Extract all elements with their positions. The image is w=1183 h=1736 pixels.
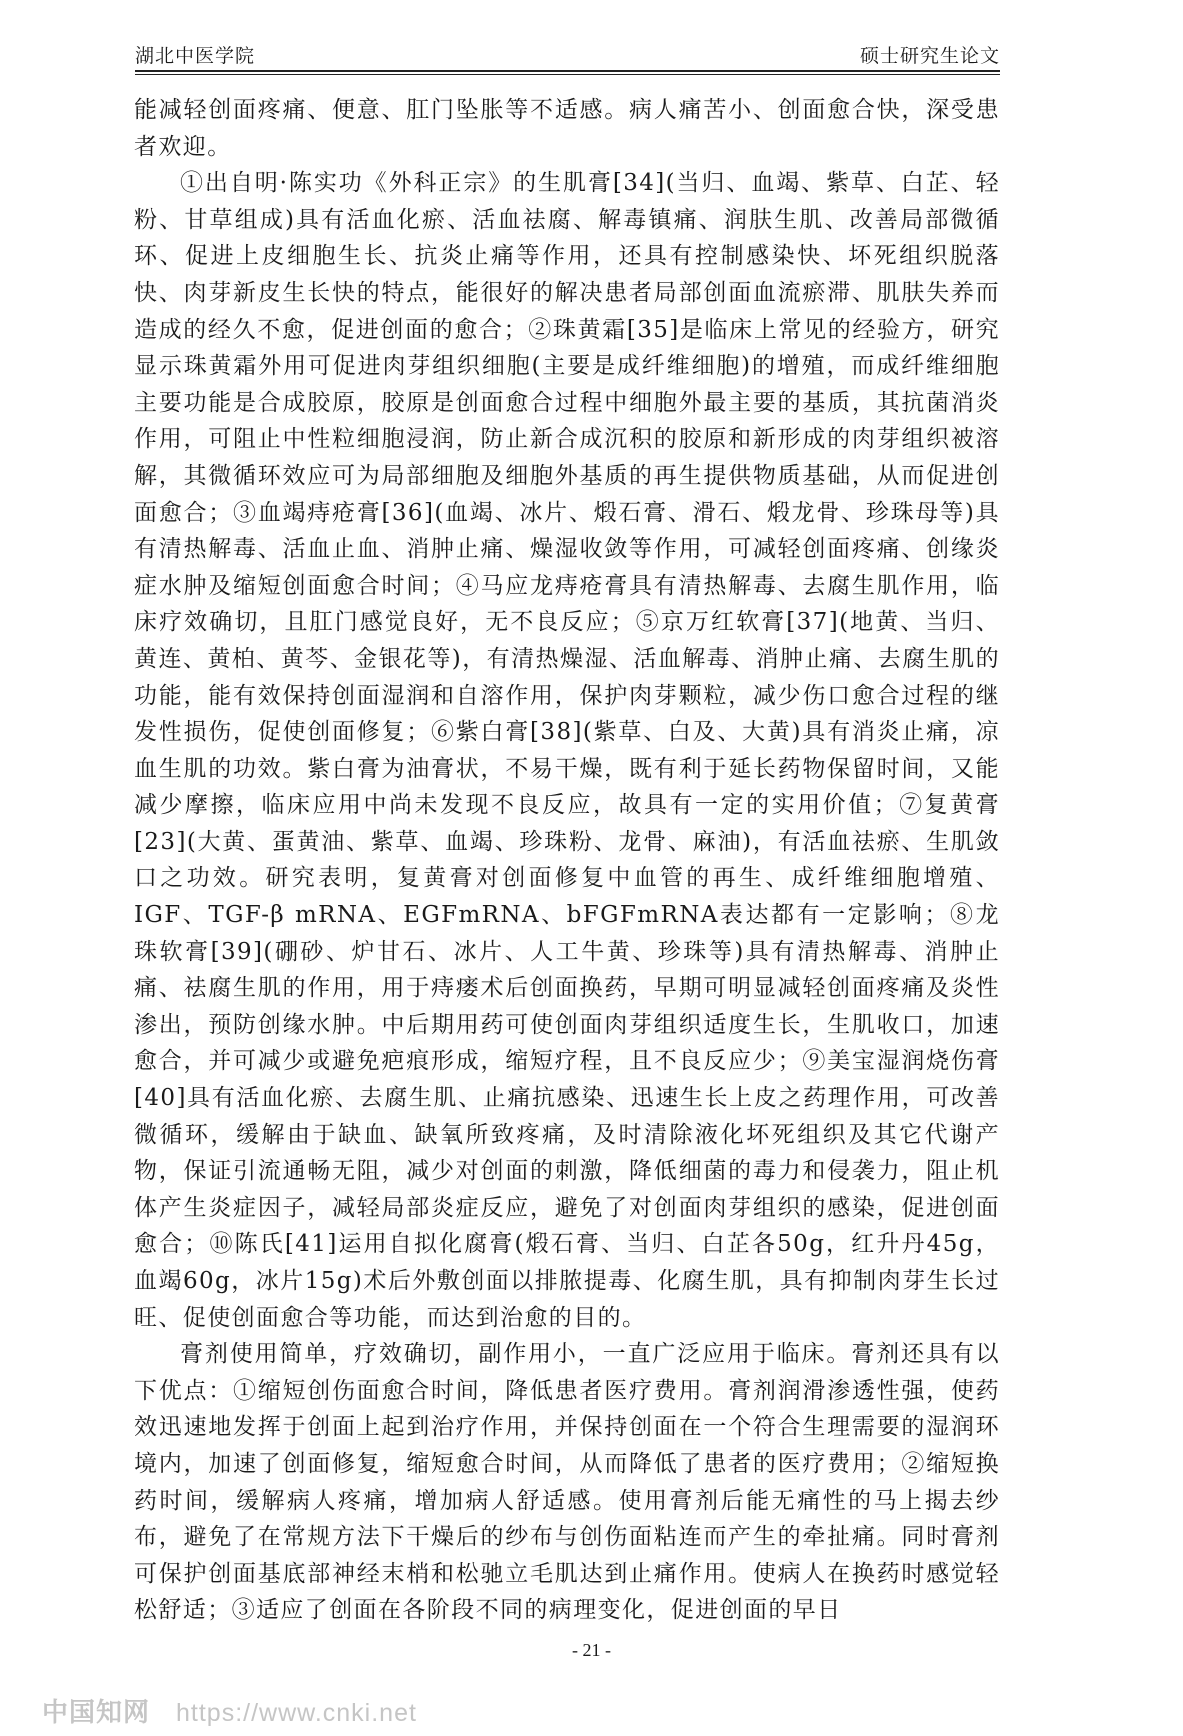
paragraph-continued: 能减轻创面疼痛、便意、肛门坠胀等不适感。病人痛苦小、创面愈合快，深受患者欢迎。	[134, 97, 1000, 160]
header-institution: 湖北中医学院	[135, 45, 256, 67]
cnki-logo: 中国知网	[42, 1698, 151, 1728]
paragraph-ointment-list: ①出自明·陈实功《外科正宗》的生肌膏[34](当归、血竭、紫草、白芷、轻粉、甘草组成)具有活血化瘀、活血祛腐、解毒镇痛、润肤生肌、改善局部微循环、促进上皮细胞生长、抗炎止痛等作用，还具有控制感染快、坏死组织脱落快、肉芽新皮生长快的特点，能很好的解决患者局部创面血流瘀滞、肌肤失养而造成的经久不愈，促进创面的愈合；②珠黄霜[35]是临床上常见的经验方，研究显示珠黄霜外用可促进肉芽组织细胞(主要是成纤维细胞)的增殖，而成纤维细胞主要功能是合成胶原，胶原是创面愈合过程中细胞外最主要的基质，其抗菌消炎作用，可阻止中性粒细胞浸润，防止新合成沉积的胶原和新形成的肉芽组织被溶解，其微循环效应可为局部细胞及细胞外基质的再生提供物质基础，从而促进创面愈合；③血竭痔疮膏[36](血竭、冰片、煅石膏、滑石、煅龙骨、珍珠母等)具有清热解毒、活血止血、消肿止痛、燥湿收敛等作用，可减轻创面疼痛、创缘炎症水肿及缩短创面愈合时间；④马应龙痔疮膏具有清热解毒、去腐生肌作用，临床疗效确切，且肛门感觉良好，无不良反应；⑤京万红软膏[37](地黄、当归、黄连、黄柏、黄芩、金银花等)，有清热燥湿、活血解毒、消肿止痛、去腐生肌的功能，能有效保持创面湿润和自溶作用，保护肉芽颗粒，减少伤口愈合过程的继发性损伤，促使创面修复；⑥紫白膏[38](紫草、白及、大黄)具有消炎止痛，凉血生肌的功效。紫白膏为油膏状，不易干燥，既有利于延长药物保留时间，又能减少摩擦，临床应用中尚未发现不良反应，故具有一定的实用价值；⑦复黄膏[23](大黄、蛋黄油、紫草、血竭、珍珠粉、龙骨、麻油)，有活血祛瘀、生肌敛口之功效。研究表明，复黄膏对创面修复中血管的再生、成纤维细胞增殖、IGF、TGF-β mRNA、EGFmRNA、bFGFmRNA表达都有一定影响；⑧龙珠软膏[39](硼砂、炉甘石、冰片、人工牛黄、珍珠等)具有清热解毒、消肿止痛、祛腐生肌的作用，用于痔瘘术后创面换药，早期可明显减轻创面疼痛及炎性渗出，预防创缘水肿。中后期用药可使创面肉芽组织适度生长，生肌收口，加速愈合，并可减少或避免疤痕形成，缩短疗程，且不良反应少；⑨美宝湿润烧伤膏[40]具有活血化瘀、去腐生肌、止痛抗感染、迅速生长上皮之药理作用，可改善微循环，缓解由于缺血、缺氧所致疼痛，及时清除液化坏死组织及其它代谢产物，保证引流通畅无阻，减少对创面的刺激，降低细菌的毒力和侵袭力，阻止机体产生炎症因子，减轻局部炎症反应，避免了对创面肉芽组织的感染，促进创面愈合；⑩陈氏[41]运用自拟化腐膏(煅石膏、当归、白芷各50g，红升丹45g，血竭60g，冰片15g)术后外敷创面以排脓提毒、化腐生肌，具有抑制肉芽生长过旺、促使创面愈合等功能，而达到治愈的目的。	[134, 170, 1000, 1331]
cnki-url: https://www.cnki.net	[176, 1699, 417, 1727]
header-rule-thin	[135, 74, 1000, 75]
header-rule-thick	[135, 70, 1000, 72]
body-text	[134, 92, 1000, 1629]
page-number: - 21 -	[572, 1640, 611, 1660]
paragraph-ointment-advantages: 膏剂使用简单，疗效确切，副作用小，一直广泛应用于临床。膏剂还具有以下优点：①缩短创伤面愈合时间，降低患者医疗费用。膏剂润滑渗透性强，使药效迅速地发挥于创面上起到治疗作用，并保持创面在一个符合生理需要的湿润环境内，加速了创面修复，缩短愈合时间，从而降低了患者的医疗费用；②缩短换药时间，缓解病人疼痛，增加病人舒适感。使用膏剂后能无痛性的马上揭去纱布，避免了在常规方法下干燥后的纱布与创伤面粘连而产生的牵扯痛。同时膏剂可保护创面基底部神经末梢和松驰立毛肌达到止痛作用。使病人在换药时感觉轻松舒适；③适应了创面在各阶段不同的病理变化，促进创面的早日	[134, 1341, 1000, 1624]
header-thesis-type: 硕士研究生论文	[859, 45, 1000, 67]
running-header	[135, 38, 1000, 68]
cnki-watermark	[42, 1692, 417, 1729]
